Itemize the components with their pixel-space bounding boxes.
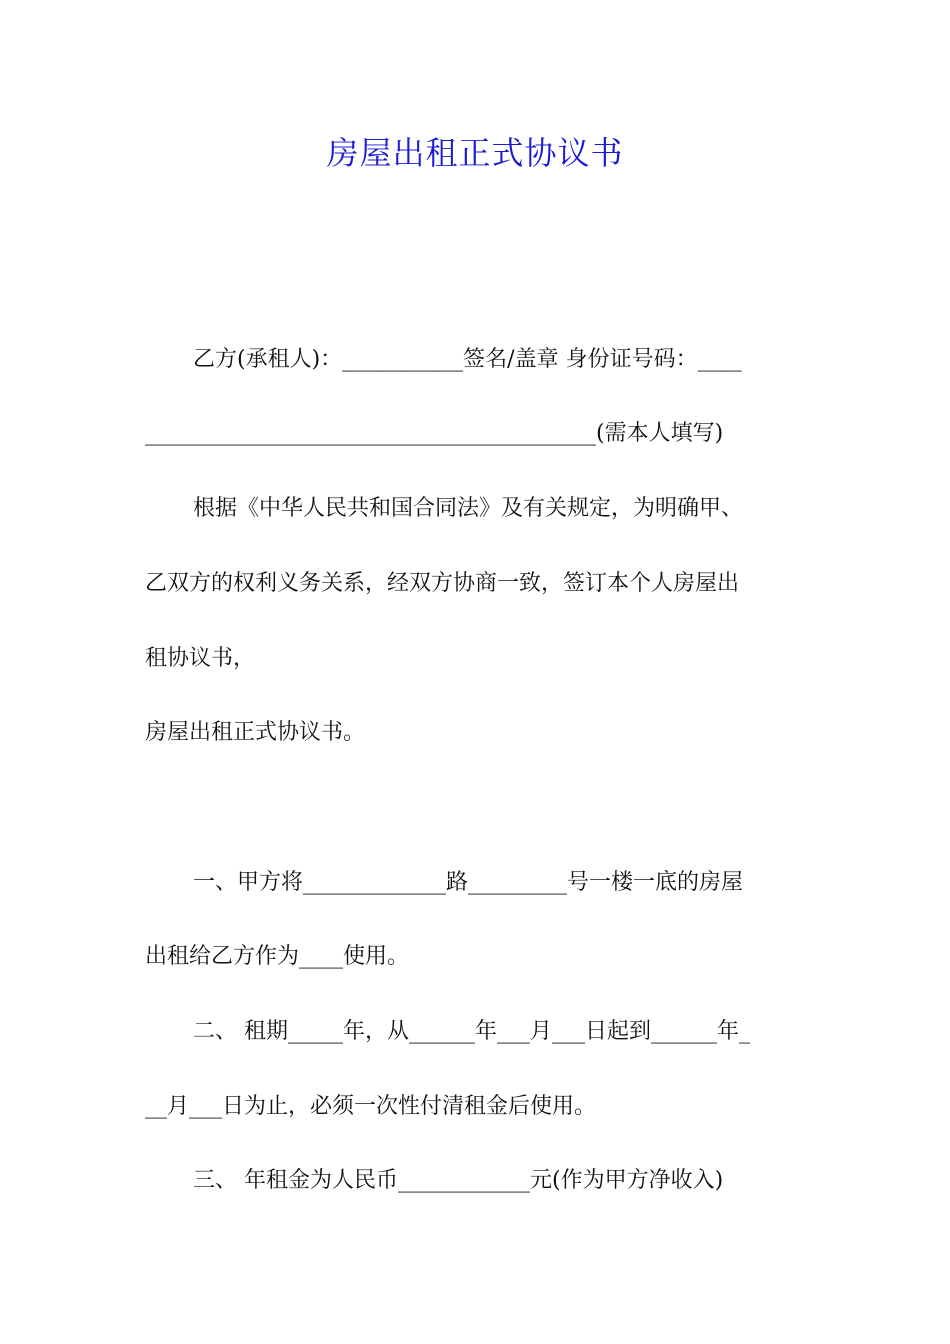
clause-2-line-2: __月___日为止，必须一次性付清租金后使用。	[145, 1094, 597, 1119]
tenant-signature-line: 乙方(承租人)：___________签名/盖章 身份证号码：____	[193, 347, 742, 372]
clause-2-line-1: 二、 租期_____年，从______年___月___日起到______年_	[193, 1019, 750, 1044]
clause-3-line-1: 三、 年租金为人民币____________元(作为甲方净收入)	[193, 1168, 724, 1193]
preamble-line-4: 房屋出租正式协议书。	[145, 720, 366, 745]
preamble-line-3: 租协议书，	[145, 646, 256, 671]
clause-1-line-1: 一、甲方将_____________路_________号一楼一底的房屋	[193, 870, 744, 895]
preamble-line-2: 乙双方的权利义务关系，经双方协商一致，签订本个人房屋出	[145, 571, 740, 596]
clause-1-line-2: 出租给乙方作为____使用。	[145, 944, 410, 969]
id-number-line: _________________________________________(需本人填写)	[145, 421, 724, 446]
preamble-line-1: 根据《中华人民共和国合同法》及有关规定，为明确甲、	[193, 496, 744, 521]
document-title: 房屋出租正式协议书	[326, 134, 624, 172]
